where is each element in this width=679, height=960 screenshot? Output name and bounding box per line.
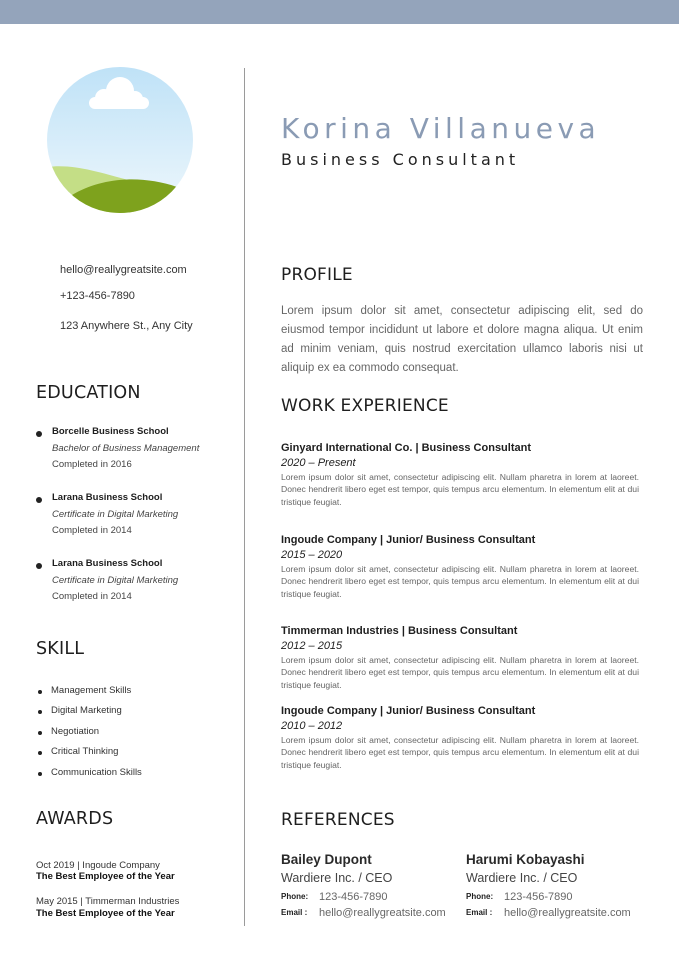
awards-heading: AWARDS	[36, 809, 114, 829]
job-entry	[281, 534, 639, 600]
education-year: Completed in 2016	[52, 459, 132, 470]
phone-label: Phone:	[466, 892, 494, 901]
reference-phone-row	[281, 891, 481, 905]
job-entry	[281, 625, 639, 691]
email-label: Email :	[281, 908, 308, 917]
education-degree: Bachelor of Business Management	[52, 443, 200, 454]
email-label: Email :	[466, 908, 493, 917]
reference-card	[466, 852, 666, 921]
reference-email[interactable]: hello@reallygreatsite.com	[319, 907, 446, 919]
reference-card	[281, 852, 481, 921]
bullet-icon	[36, 497, 42, 503]
job-description: Lorem ipsum dolor sit amet, consectetur adipiscing elit. Nullam pharetra in lorem at laoreet. Donec hendrerit libero eget est tempor, quis tempus arcu elementum. In elementum elit at dui tristique feugiat.	[281, 655, 639, 690]
job-title: Timmerman Industries | Business Consultant	[281, 625, 518, 637]
education-school: Larana Business School	[52, 492, 163, 503]
landscape-image-icon	[47, 67, 193, 213]
job-description: Lorem ipsum dolor sit amet, consectetur adipiscing elit. Nullam pharetra in lorem at laoreet. Donec hendrerit libero eget est tempor, quis tempus arcu elementum. In elementum elit at dui tristique feugiat.	[281, 735, 639, 770]
education-degree: Certificate in Digital Marketing	[52, 575, 179, 586]
column-divider	[244, 68, 245, 926]
bullet-icon	[36, 431, 42, 437]
education-school: Larana Business School	[52, 558, 163, 569]
job-dates: 2015 – 2020	[281, 549, 343, 561]
education-year: Completed in 2014	[52, 591, 132, 602]
reference-name: Bailey Dupont	[281, 852, 372, 867]
award-date-company: Oct 2019 | Ingoude Company	[36, 860, 160, 871]
reference-phone-row	[466, 891, 666, 905]
reference-email-row	[466, 907, 666, 921]
phone-label: Phone:	[281, 892, 309, 901]
reference-name: Harumi Kobayashi	[466, 852, 585, 867]
bullet-icon	[38, 751, 42, 755]
reference-company: Wardiere Inc. / CEO	[466, 871, 578, 885]
award-date-company: May 2015 | Timmerman Industries	[36, 896, 180, 907]
work-experience-heading: WORK EXPERIENCE	[281, 396, 449, 416]
references-heading: REFERENCES	[281, 810, 395, 830]
job-dates: 2020 – Present	[281, 457, 356, 469]
profile-text: Lorem ipsum dolor sit amet, consectetur adipiscing elit, sed do eiusmod tempor incididunt ut labore et dolore magna aliqua. Ut enim ad minim veniam, quis nostrud exercitation ullamco laboris nisi ut aliquip ex ea commodo consequat.	[281, 305, 643, 374]
award-title: The Best Employee of the Year	[36, 908, 175, 919]
reference-email[interactable]: hello@reallygreatsite.com	[504, 907, 631, 919]
job-description: Lorem ipsum dolor sit amet, consectetur adipiscing elit. Nullam pharetra in lorem at laoreet. Donec hendrerit libero eget est tempor, quis tempus arcu elementum. In elementum elit at dui tristique feugiat.	[281, 564, 639, 599]
candidate-title: Business Consultant	[281, 150, 520, 169]
reference-company: Wardiere Inc. / CEO	[281, 871, 393, 885]
bullet-icon	[38, 731, 42, 735]
education-heading: EDUCATION	[36, 383, 141, 403]
job-dates: 2010 – 2012	[281, 720, 343, 732]
bullet-icon	[38, 772, 42, 776]
job-title: Ingoude Company | Junior/ Business Consultant	[281, 534, 536, 546]
bullet-icon	[38, 690, 42, 694]
bullet-icon	[36, 563, 42, 569]
education-year: Completed in 2014	[52, 525, 132, 536]
job-entry	[281, 705, 639, 771]
reference-phone[interactable]: 123-456-7890	[504, 891, 573, 903]
reference-email-row	[281, 907, 481, 921]
contact-address: 123 Anywhere St., Any City	[60, 320, 193, 332]
education-degree: Certificate in Digital Marketing	[52, 509, 179, 520]
profile-heading: PROFILE	[281, 265, 353, 285]
contact-email[interactable]: hello@reallygreatsite.com	[60, 264, 187, 276]
reference-phone[interactable]: 123-456-7890	[319, 891, 388, 903]
profile-photo	[47, 67, 193, 213]
job-entry	[281, 442, 639, 508]
bullet-icon	[38, 710, 42, 714]
education-school: Borcelle Business School	[52, 426, 169, 437]
job-description: Lorem ipsum dolor sit amet, consectetur adipiscing elit. Nullam pharetra in lorem at laoreet. Donec hendrerit libero eget est tempor, quis tempus arcu elementum. In elementum elit at dui tristique feugiat.	[281, 472, 639, 507]
candidate-name: Korina Villanueva	[281, 112, 601, 145]
job-dates: 2012 – 2015	[281, 640, 343, 652]
award-title: The Best Employee of the Year	[36, 871, 175, 882]
job-title: Ginyard International Co. | Business Consultant	[281, 442, 531, 454]
job-title: Ingoude Company | Junior/ Business Consultant	[281, 705, 536, 717]
contact-phone[interactable]: +123-456-7890	[60, 290, 135, 302]
skill-heading: SKILL	[36, 639, 85, 659]
top-accent-bar	[0, 0, 679, 24]
